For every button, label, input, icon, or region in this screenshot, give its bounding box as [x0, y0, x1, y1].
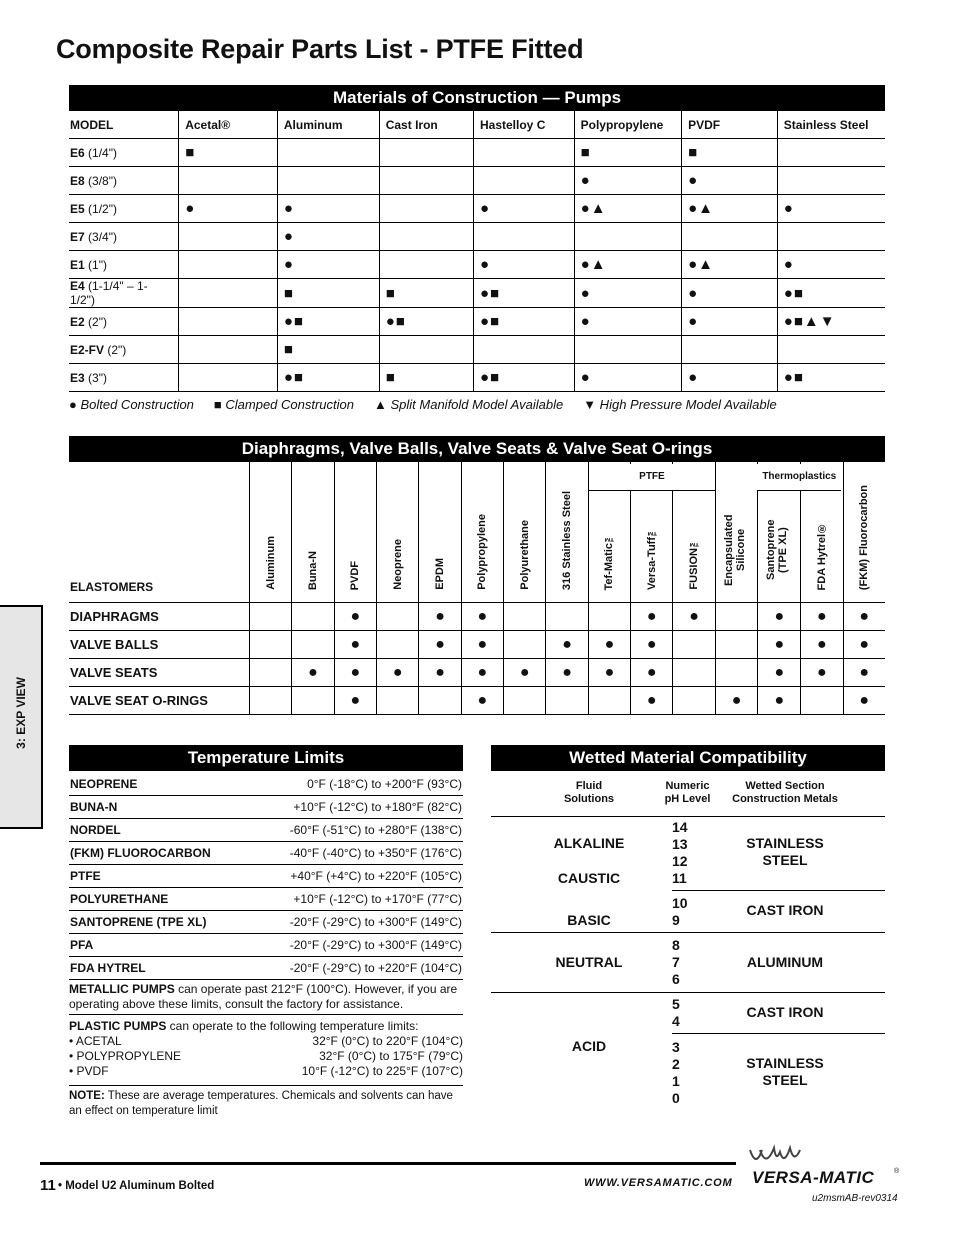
material-cell: ●	[474, 251, 575, 279]
model-cell	[69, 139, 179, 167]
material-cell: ●	[474, 195, 575, 223]
materials-header: Materials of Construction — Pumps	[69, 85, 885, 111]
table-row	[69, 911, 463, 934]
model-size: (3/8")	[84, 173, 117, 188]
elastomers-header: Diaphragms, Valve Balls, Valve Seats & Valve Seat O-rings	[69, 436, 885, 462]
material-cell: ■	[379, 364, 473, 392]
temp-range: -20°F (-29°C) to +300°F (149°C)	[246, 934, 463, 957]
elastomer-cell: ●	[461, 687, 503, 715]
elastomer-cell: ●	[461, 659, 503, 687]
temp-range: -40°F (-40°C) to +350°F (176°C)	[246, 842, 463, 865]
elastomer-col-label: Polypropylene	[476, 514, 489, 590]
material-cell: ■	[574, 139, 681, 167]
elastomer-cell: ●	[843, 687, 885, 715]
material-cell: ●■	[277, 364, 379, 392]
elastomer-col-label: FDA Hytrel®	[815, 521, 828, 590]
table-row	[69, 167, 885, 195]
elastomer-col-label: Versa-Tuff™	[645, 525, 658, 590]
table-row	[69, 364, 885, 392]
revision-code: u2msmAB-rev0314	[812, 1193, 898, 1204]
material-cell	[179, 364, 278, 392]
elastomer-cell: ●	[843, 631, 885, 659]
elastomer-col-label: Neoprene	[391, 539, 404, 590]
model-name: E4	[70, 279, 85, 293]
material-cell	[777, 223, 885, 251]
elastomer-cell: ●	[334, 687, 376, 715]
material-cell	[574, 223, 681, 251]
material-cell: ●	[574, 364, 681, 392]
elastomer-cell	[546, 603, 588, 631]
temp-range: +10°F (-12°C) to +180°F (82°C)	[246, 796, 463, 819]
page-number: 11	[40, 1177, 56, 1194]
material-cell: ■	[682, 139, 778, 167]
elastomer-cell: ●	[631, 659, 673, 687]
plastic-material: • ACETAL	[69, 1034, 122, 1048]
elastomer-col-header	[419, 462, 461, 603]
elastomer-cell	[715, 603, 758, 631]
registered-mark: ®	[894, 1168, 900, 1175]
material-cell	[179, 308, 278, 336]
legend-item: ▲ Split Manifold Model Available	[374, 397, 564, 412]
elastomer-cell: ●	[758, 631, 801, 659]
table-row	[69, 934, 463, 957]
elastomer-cell	[292, 603, 334, 631]
material-cell: ●	[277, 195, 379, 223]
elastomer-col-header	[292, 462, 334, 603]
elastomer-cell	[250, 631, 292, 659]
material-cell: ●■	[474, 308, 575, 336]
page-title: Composite Repair Parts List - PTFE Fitted	[56, 34, 584, 64]
model-cell	[69, 195, 179, 223]
elastomer-cell: ●	[801, 603, 843, 631]
material-cell	[379, 139, 473, 167]
elastomer-row-label: VALVE SEAT O-RINGS	[69, 687, 250, 715]
model-cell	[69, 167, 179, 195]
elastomer-col-label: Santoprene (TPE XL)	[765, 519, 790, 581]
legend-item: ■ Clamped Construction	[213, 397, 355, 412]
model-name: E3	[70, 370, 85, 385]
elastomer-cell: ●	[843, 603, 885, 631]
material-cell: ■	[277, 336, 379, 364]
elastomer-cell: ●	[377, 659, 419, 687]
elastomer-col-header	[377, 462, 419, 603]
ph-10-9: 10 9	[672, 895, 688, 928]
material-cell: ●	[277, 223, 379, 251]
brand-logo: VERSA-MATIC	[752, 1168, 875, 1187]
table-row	[69, 308, 885, 336]
materials-table	[69, 111, 885, 392]
elastomer-cell: ●	[334, 659, 376, 687]
material-cell	[777, 336, 885, 364]
plastic-range: 32°F (0°C) to 220°F (104°C)	[312, 1034, 463, 1048]
elastomers-label: ELASTOMERS	[70, 580, 154, 594]
model-name: E2-FV	[70, 342, 105, 357]
fluid-basic: BASIC	[567, 912, 611, 928]
material-cell: ●▲	[574, 251, 681, 279]
metal-cast-iron-a: CAST IRON	[746, 902, 824, 918]
elastomer-cell	[292, 631, 334, 659]
table-row	[69, 659, 885, 687]
material-cell: ●■	[777, 364, 885, 392]
temperature-table	[69, 773, 463, 980]
model-size: (2")	[84, 314, 107, 329]
elastomer-cell: ●	[801, 631, 843, 659]
material-cell	[682, 223, 778, 251]
model-name: E2	[70, 314, 85, 329]
temp-range: -20°F (-29°C) to +220°F (104°C)	[246, 957, 463, 980]
temp-material: PFA	[69, 934, 246, 957]
model-cell	[69, 364, 179, 392]
elastomer-cell: ●	[758, 659, 801, 687]
material-cell: ●■	[777, 279, 885, 308]
elastomer-row-label: DIAPHRAGMS	[69, 603, 250, 631]
elastomers-table	[69, 462, 885, 715]
elastomer-cell	[250, 603, 292, 631]
material-cell	[682, 336, 778, 364]
material-cell	[179, 223, 278, 251]
material-cell	[277, 139, 379, 167]
elastomer-cell	[715, 631, 758, 659]
wetted-col-ph: Numeric pH Level	[664, 780, 711, 805]
material-cell	[379, 251, 473, 279]
material-cell: ●	[574, 167, 681, 195]
elastomer-col-label: Polyurethane	[518, 520, 531, 590]
elastomer-cell	[546, 687, 588, 715]
plastic-limits	[69, 1034, 463, 1079]
material-cell	[474, 223, 575, 251]
table-row	[69, 631, 885, 659]
material-cell: ●	[682, 308, 778, 336]
temp-material: FDA HYTREL	[69, 957, 246, 980]
elastomer-cell	[673, 659, 715, 687]
materials-col-header: MODEL	[69, 111, 179, 139]
elastomer-row-label: VALVE SEATS	[69, 659, 250, 687]
elastomer-cell	[504, 603, 546, 631]
fluid-acid: ACID	[571, 1038, 607, 1054]
elastomer-cell: ●	[546, 631, 588, 659]
elastomer-col-label: 316 Stainless Steel	[561, 490, 574, 590]
elastomer-cell: ●	[715, 687, 758, 715]
elastomer-cell: ●	[588, 631, 630, 659]
metal-aluminum: ALUMINUM	[746, 954, 824, 970]
material-cell: ●	[179, 195, 278, 223]
elastomer-col-header	[504, 462, 546, 603]
elastomer-cell: ●	[461, 603, 503, 631]
material-cell: ●▲	[574, 195, 681, 223]
materials-col-header: Polypropylene	[574, 111, 681, 139]
metallic-note: METALLIC PUMPS can operate past 212°F (100°C). However, if you are operating above these limits, consult the factory for assistance.	[69, 982, 458, 1011]
ph-3-0: 3 2 1 0	[672, 1039, 680, 1106]
plastic-limit-row	[69, 1049, 463, 1064]
elastomer-cell: ●	[631, 687, 673, 715]
temp-material: SANTOPRENE (TPE XL)	[69, 911, 246, 934]
ptfe-group-header: PTFE	[589, 464, 715, 491]
footer-rule	[40, 1162, 736, 1165]
model-name: E5	[70, 201, 85, 216]
elastomer-col-header	[250, 462, 292, 603]
side-tab-label: 3: EXP VIEW	[14, 677, 28, 749]
temp-range: +40°F (+4°C) to +220°F (105°C)	[246, 865, 463, 888]
model-size: (3")	[84, 370, 107, 385]
material-cell: ●	[682, 364, 778, 392]
elastomer-cell: ●	[292, 659, 334, 687]
elastomer-col-label: Buna-N	[307, 550, 320, 590]
elastomer-cell	[292, 687, 334, 715]
material-cell: ●	[777, 251, 885, 279]
material-cell	[777, 139, 885, 167]
elastomer-col-label: Encapsulated Silicone	[722, 514, 747, 586]
temperature-header: Temperature Limits	[69, 745, 463, 771]
material-cell: ■	[379, 279, 473, 308]
elastomer-cell	[419, 687, 461, 715]
elastomer-col-header	[334, 462, 376, 603]
fluid-neutral: NEUTRAL	[555, 954, 623, 970]
elastomer-cell	[588, 603, 630, 631]
materials-col-header: Aluminum	[277, 111, 379, 139]
side-tab[interactable]	[0, 605, 43, 829]
elastomer-col-label: PVDF	[349, 560, 362, 590]
material-cell: ●■	[379, 308, 473, 336]
elastomer-cell	[250, 659, 292, 687]
material-cell: ■	[179, 139, 278, 167]
elastomers-row-header	[69, 462, 250, 603]
material-cell: ●	[574, 279, 681, 308]
materials-col-header: Acetal®	[179, 111, 278, 139]
elastomer-col-header	[843, 462, 885, 603]
elastomer-cell: ●	[673, 603, 715, 631]
model-size: (3/4")	[84, 229, 117, 244]
model-size: (1/2")	[84, 201, 117, 216]
wetted-col-metals: Wetted Section Construction Metals	[732, 780, 838, 805]
elastomer-cell: ●	[588, 659, 630, 687]
material-cell: ●■▲▼	[777, 308, 885, 336]
model-cell	[69, 223, 179, 251]
material-cell	[179, 279, 278, 308]
material-cell	[379, 167, 473, 195]
model-size: (1-1/4" – 1-1/2")	[70, 279, 148, 307]
material-cell: ●	[277, 251, 379, 279]
elastomer-col-label: EPDM	[434, 558, 447, 590]
material-cell	[179, 167, 278, 195]
temp-range: -20°F (-29°C) to +300°F (149°C)	[246, 911, 463, 934]
material-cell	[777, 167, 885, 195]
table-row	[69, 223, 885, 251]
elastomer-cell	[504, 631, 546, 659]
elastomer-cell	[715, 659, 758, 687]
model-size: (1")	[84, 257, 107, 272]
temp-material: BUNA-N	[69, 796, 246, 819]
elastomer-col-header	[461, 462, 503, 603]
model-size: (2")	[104, 342, 127, 357]
material-cell	[379, 195, 473, 223]
material-cell: ●▲	[682, 195, 778, 223]
temp-range: 0°F (-18°C) to +200°F (93°C)	[246, 773, 463, 796]
model-name: E1	[70, 257, 85, 272]
wetted-header: Wetted Material Compatibility	[491, 745, 885, 771]
elastomer-cell	[504, 687, 546, 715]
material-cell	[179, 251, 278, 279]
table-row	[69, 195, 885, 223]
elastomer-cell: ●	[461, 631, 503, 659]
plastic-limit-row	[69, 1064, 463, 1079]
elastomer-cell	[588, 687, 630, 715]
elastomer-cell: ●	[419, 631, 461, 659]
material-cell: ●	[574, 308, 681, 336]
ph-8-6: 8 7 6	[672, 937, 680, 987]
table-row	[69, 773, 463, 796]
elastomer-cell: ●	[419, 603, 461, 631]
material-cell	[474, 139, 575, 167]
model-cell	[69, 308, 179, 336]
materials-col-header: Cast Iron	[379, 111, 473, 139]
elastomer-cell	[377, 687, 419, 715]
plastic-material: • POLYPROPYLENE	[69, 1049, 182, 1063]
materials-col-header: PVDF	[682, 111, 778, 139]
model-name: E7	[70, 229, 85, 244]
elastomer-cell: ●	[504, 659, 546, 687]
temp-material: (FKM) FLUOROCARBON	[69, 842, 246, 865]
elastomer-cell	[250, 687, 292, 715]
ph-14-11: 14 13 12 11	[672, 819, 688, 886]
material-cell: ●■	[474, 364, 575, 392]
elastomer-cell	[673, 631, 715, 659]
elastomer-cell	[673, 687, 715, 715]
elastomer-cell	[801, 687, 843, 715]
model-name: E8	[70, 173, 85, 188]
wetted-col-fluid: Fluid Solutions	[563, 780, 615, 805]
table-row	[69, 251, 885, 279]
temp-range: +10°F (-12°C) to +170°F (77°C)	[246, 888, 463, 911]
footer-model: • Model U2 Aluminum Bolted	[58, 1180, 215, 1192]
materials-col-header: Stainless Steel	[777, 111, 885, 139]
elastomer-col-label: Aluminum	[264, 536, 277, 590]
elastomer-cell: ●	[631, 631, 673, 659]
material-cell	[574, 336, 681, 364]
elastomer-col-header	[715, 462, 758, 603]
material-cell: ●	[777, 195, 885, 223]
temp-material: NORDEL	[69, 819, 246, 842]
elastomer-cell: ●	[758, 687, 801, 715]
table-row	[69, 687, 885, 715]
plastic-range: 32°F (0°C) to 175°F (79°C)	[319, 1049, 463, 1063]
plastic-material: • PVDF	[69, 1064, 109, 1078]
material-cell: ■	[277, 279, 379, 308]
material-cell: ●■	[277, 308, 379, 336]
model-cell	[69, 279, 179, 308]
elastomer-cell: ●	[843, 659, 885, 687]
material-cell: ●▲	[682, 251, 778, 279]
temp-material: PTFE	[69, 865, 246, 888]
materials-col-header: Hastelloy C	[474, 111, 575, 139]
material-cell	[379, 223, 473, 251]
material-cell: ●■	[474, 279, 575, 308]
table-row	[69, 279, 885, 308]
table-row	[69, 888, 463, 911]
footer-url: WWW.VERSAMATIC.COM	[584, 1177, 733, 1189]
elastomer-cell: ●	[631, 603, 673, 631]
elastomer-col-label: FUSION™	[688, 536, 701, 590]
table-row	[69, 603, 885, 631]
materials-legend	[69, 397, 797, 412]
table-row	[69, 819, 463, 842]
elastomer-row-label: VALVE BALLS	[69, 631, 250, 659]
model-size: (1/4")	[84, 145, 117, 160]
elastomer-cell: ●	[758, 603, 801, 631]
table-row	[69, 336, 885, 364]
elastomer-cell: ●	[546, 659, 588, 687]
fluid-caustic: CAUSTIC	[557, 870, 621, 886]
elastomer-cell	[377, 631, 419, 659]
elastomer-cell	[377, 603, 419, 631]
material-cell	[277, 167, 379, 195]
plastic-note: PLASTIC PUMPS can operate to the following temperature limits:	[69, 1019, 419, 1033]
material-cell	[474, 336, 575, 364]
elastomer-cell: ●	[419, 659, 461, 687]
elastomer-cell: ●	[801, 659, 843, 687]
table-row	[69, 139, 885, 167]
material-cell	[179, 336, 278, 364]
legend-item: ● Bolted Construction	[69, 397, 194, 412]
material-cell	[474, 167, 575, 195]
material-cell: ●	[682, 167, 778, 195]
table-row	[69, 957, 463, 980]
temperature-note: NOTE: These are average temperatures. Chemicals and solvents can have an effect on temperature limit	[69, 1090, 453, 1117]
temp-material: NEOPRENE	[69, 773, 246, 796]
table-row	[69, 842, 463, 865]
elastomer-col-label: (FKM) Fluorocarbon	[858, 484, 871, 590]
elastomer-col-header	[546, 462, 588, 603]
temp-material: POLYURETHANE	[69, 888, 246, 911]
model-cell	[69, 336, 179, 364]
plastic-limit-row	[69, 1034, 463, 1049]
elastomer-cell: ●	[334, 631, 376, 659]
material-cell	[379, 336, 473, 364]
fluid-alkaline: ALKALINE	[553, 835, 625, 851]
ph-5-4: 5 4	[672, 996, 680, 1029]
metal-stainless-a: STAINLESS STEEL	[746, 835, 824, 868]
model-cell	[69, 251, 179, 279]
elastomer-cell: ●	[334, 603, 376, 631]
metal-stainless-b: STAINLESS STEEL	[746, 1055, 824, 1088]
table-row	[69, 796, 463, 819]
elastomer-col-label: Tef-Matic™	[603, 530, 616, 590]
material-cell: ●	[682, 279, 778, 308]
plastic-range: 10°F (-12°C) to 225°F (107°C)	[301, 1064, 463, 1078]
metal-cast-iron-b: CAST IRON	[746, 1004, 824, 1020]
model-name: E6	[70, 145, 85, 160]
thermoplastics-group-header: Thermoplastics	[757, 464, 841, 491]
legend-item: ▼ High Pressure Model Available	[583, 397, 777, 412]
table-row	[69, 865, 463, 888]
temp-range: -60°F (-51°C) to +280°F (138°C)	[246, 819, 463, 842]
